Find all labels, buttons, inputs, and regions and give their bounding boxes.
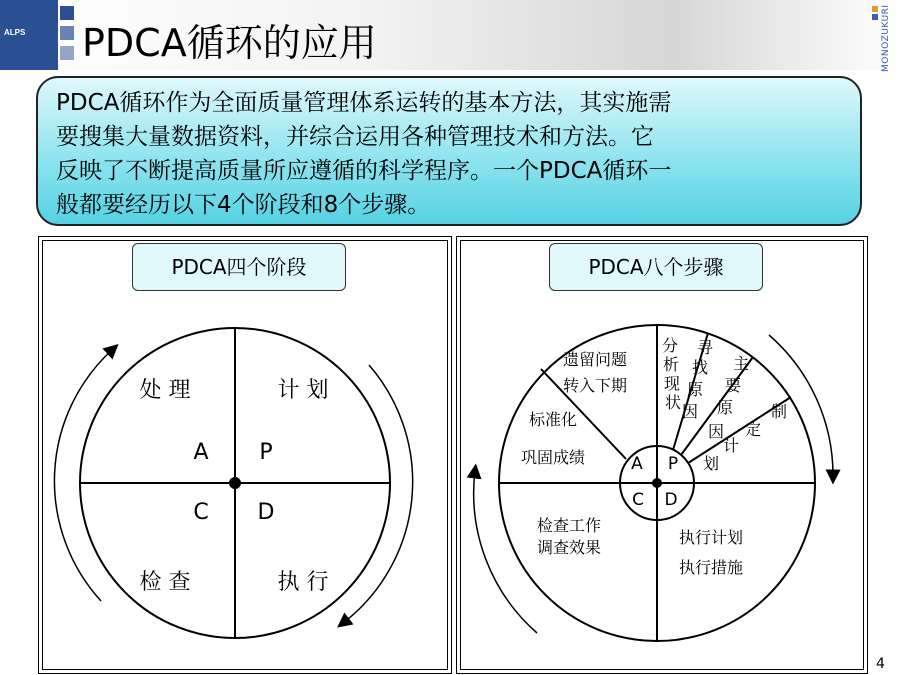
step-find-char: 寻 bbox=[696, 338, 714, 357]
intro-line: 反映了不断提高质量所应遵循的科学程序。一个PDCA循环一 bbox=[56, 158, 672, 184]
alps-logo bbox=[0, 0, 58, 70]
intro-line: 般都要经历以下4个阶段和8个步骤。 bbox=[56, 192, 431, 218]
step-standard-1: 标准化 bbox=[528, 410, 578, 429]
letter-p: P bbox=[667, 454, 679, 474]
eight-steps-diagram bbox=[457, 237, 867, 673]
page-title: PDCA循环的应用 bbox=[82, 21, 377, 65]
eight-steps-label: PDCA八个步骤 bbox=[549, 243, 763, 291]
step-main-char: 因 bbox=[707, 422, 725, 441]
center-dot bbox=[229, 477, 241, 489]
four-phases-diagram bbox=[39, 237, 451, 673]
letter-c: C bbox=[193, 500, 209, 525]
intro-box bbox=[36, 76, 862, 226]
step-check-1: 检查工作 bbox=[536, 516, 602, 535]
phase-check: 检 查 bbox=[139, 570, 191, 595]
intro-line: 要搜集大量数据资料，并综合运用各种管理技术和方法。它 bbox=[56, 124, 654, 150]
step-find-char: 因 bbox=[681, 402, 699, 421]
letter-d: D bbox=[257, 500, 275, 525]
letter-d: D bbox=[664, 490, 678, 510]
logo-square bbox=[60, 26, 74, 40]
cycle-arrow-left bbox=[474, 471, 537, 633]
step-standard-2: 巩固成绩 bbox=[520, 448, 586, 467]
step-find-char: 原 bbox=[686, 380, 704, 399]
intro-line: PDCA循环作为全面质量管理体系运转的基本方法，其实施需 bbox=[56, 90, 672, 116]
step-analyze-char: 状 bbox=[664, 393, 682, 412]
letter-a: A bbox=[631, 454, 643, 474]
step-find-char: 找 bbox=[691, 358, 709, 377]
step-plan-char: 计 bbox=[722, 436, 740, 455]
phase-plan: 计 划 bbox=[277, 378, 329, 403]
monozukuri-mark bbox=[868, 4, 896, 74]
step-execute-1: 执行计划 bbox=[678, 528, 744, 547]
step-main-char: 要 bbox=[724, 376, 742, 395]
eight-steps-panel bbox=[456, 236, 868, 674]
step-leftover-1: 遗留问题 bbox=[562, 350, 628, 369]
letter-a: A bbox=[193, 440, 209, 465]
logo-text: ALPS bbox=[4, 28, 26, 37]
step-analyze-char: 分 bbox=[661, 336, 679, 355]
step-leftover-2: 转入下期 bbox=[562, 376, 628, 395]
step-analyze-char: 析 bbox=[662, 355, 680, 374]
center-dot bbox=[652, 478, 662, 488]
step-plan-char: 划 bbox=[702, 454, 720, 473]
step-analyze-char: 现 bbox=[663, 374, 681, 393]
page-number: 4 bbox=[876, 656, 885, 672]
four-phases-label: PDCA四个阶段 bbox=[132, 243, 346, 291]
four-phases-panel bbox=[38, 236, 452, 674]
phase-do: 执 行 bbox=[277, 570, 329, 595]
phase-act: 处 理 bbox=[139, 378, 191, 403]
cycle-arrow-left bbox=[54, 349, 113, 601]
letter-p: P bbox=[259, 440, 273, 465]
logo-square bbox=[60, 6, 74, 20]
step-main-char: 主 bbox=[732, 354, 750, 373]
step-check-2: 调查效果 bbox=[536, 538, 602, 557]
logo-square bbox=[60, 46, 74, 60]
step-execute-2: 执行措施 bbox=[678, 558, 744, 577]
step-plan-char: 制 bbox=[770, 402, 788, 421]
letter-c: C bbox=[632, 490, 644, 510]
header-banner bbox=[0, 0, 900, 70]
step-plan-char: 定 bbox=[744, 420, 762, 439]
side-text: MONOZUKURI bbox=[881, 4, 891, 72]
step-main-char: 原 bbox=[716, 398, 734, 417]
